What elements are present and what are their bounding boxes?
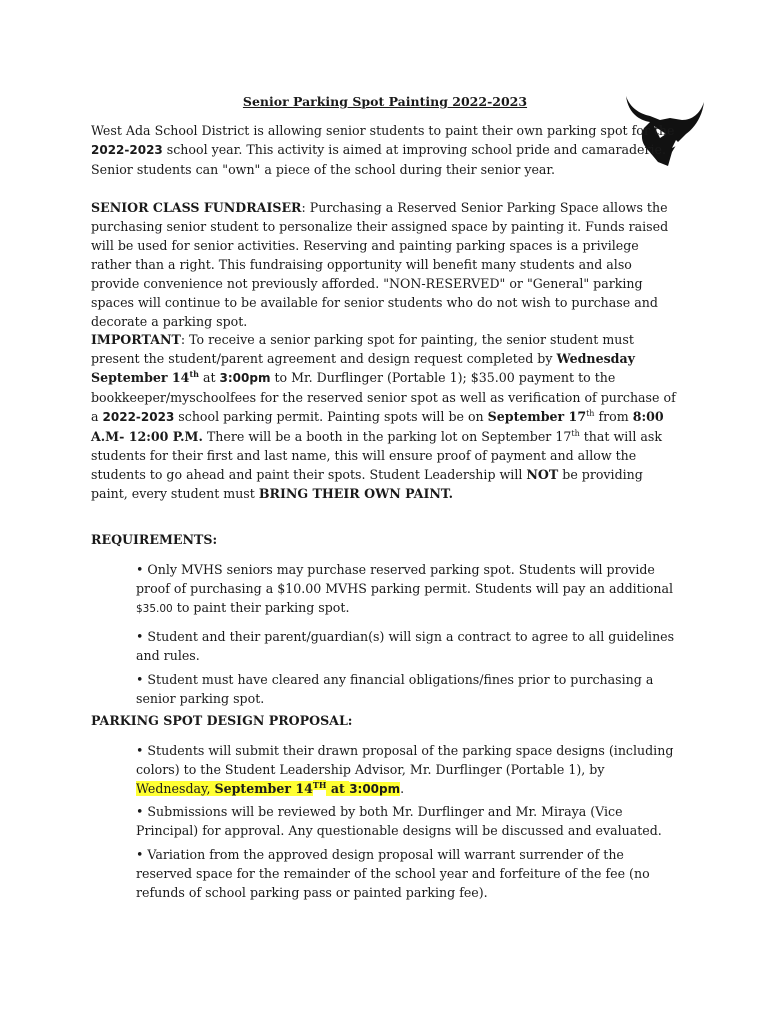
fundraiser-paragraph [91,198,676,331]
important-text-3: to Mr. Durflinger (Portable 1); $35.00 payment to the bookkeeper/myschoolfees for the reserved senior spot as well as verification of purchase of a [91,370,676,424]
intro-paragraph [91,121,676,179]
booth-date-sup: th [571,428,580,438]
requirement-1-text-end: to paint their parking spot. [172,600,350,615]
important-text-6: There will be a booth in the parking lot on September 17 [202,429,572,444]
requirement-item-2: • Student and their parent/guardian(s) will sign a contract to agree to all guidelines and rules. [136,629,675,663]
requirement-1-amount: $35.00 [136,603,173,615]
painting-time: 8:00 A.M- 12:00 P.M. [91,409,664,444]
requirement-item-1 [136,560,681,619]
school-year: 2022-2023 [91,143,163,157]
important-text-1: : To receive a senior parking spot for painting, the senior student must present the student/parent agreement and design request completed by [91,332,634,366]
important-text-2: at [198,370,220,385]
important-label: IMPORTANT [91,332,181,347]
permit-year: 2022-2023 [102,410,175,424]
requirement-1-text: • Only MVHS seniors may purchase reserved parking spot. Students will provide proof of purchasing a $10.00 MVHS parking permit. Students will pay an additional [136,562,673,596]
design-item-3: • Variation from the approved design proposal will warrant surrender of the reserved space for the remainder of the school year and forfeiture of the fee (no refunds of school parking pass or painted parking fee). [136,847,650,900]
page-title: Senior Parking Spot Painting 2022-2023 [242,94,528,109]
deadline-sup: th [189,368,199,379]
highlight-weekday: Wednesday, [136,781,215,796]
requirements-heading: REQUIREMENTS: [91,532,218,547]
important-text-7: that will ask students for their first and last name, this will ensure proof of payment and allow the students to go ahead and paint their spots. Student Leadership will [91,429,662,482]
fundraiser-label: SENIOR CLASS FUNDRAISER [91,200,302,215]
deadline-time: 3:00pm [219,371,271,385]
painting-date-sup: th [586,408,595,418]
intro-text: West Ada School District is allowing senior students to paint their own parking spot for the [91,123,675,138]
highlight-date-sup: TH [312,779,327,790]
painting-date: September 17 [487,409,587,424]
highlight-at: at [326,781,350,796]
important-text-4: school parking permit. Painting spots will be on [174,409,488,424]
design-proposal-heading: PARKING SPOT DESIGN PROPOSAL: [91,713,353,728]
important-text-5: from [594,409,633,424]
important-paragraph [91,330,676,503]
highlight-date: September 14 [214,781,313,796]
design-1-text: • Students will submit their drawn proposal of the parking space designs (including colors) to the Student Leadership Advisor, Mr. Durflinger (Portable 1), by [136,743,674,777]
deadline-date: Wednesday September 14 [91,351,635,385]
fundraiser-text: : Purchasing a Reserved Senior Parking Space allows the purchasing senior student to personalize their assigned space by painting it. Funds raised will be used for senior activities. Reserving and painting parking spaces is a privilege rather than a right. This fundraising opportunity will benefit many students and also provide convenience not previously afforded. "NON-RESERVED" or "General" parking spaces will continue to be available for senior students who do not wish to purchase and decorate a parking spot. [91,200,669,329]
bring-paint-emphasis: BRING THEIR OWN PAINT. [258,486,453,501]
highlight-time: 3:00pm [349,782,401,796]
design-item-2: • Submissions will be reviewed by both Mr. Durflinger and Mr. Miraya (Vice Principal) for approval. Any questionable designs will be discussed and evaluated. [136,804,662,838]
important-text-8: be providing paint, every student must [91,467,643,501]
not-emphasis: NOT [526,467,559,482]
requirement-item-3: • Student must have cleared any financial obligations/fines prior to purchasing a senior parking spot. [136,672,654,706]
design-item-1 [136,741,681,799]
design-1-end: . [400,781,405,796]
intro-text-end: school year. This activity is aimed at improving school pride and camaraderie. Senior students can "own" a piece of the school during their senior year. [91,142,667,177]
